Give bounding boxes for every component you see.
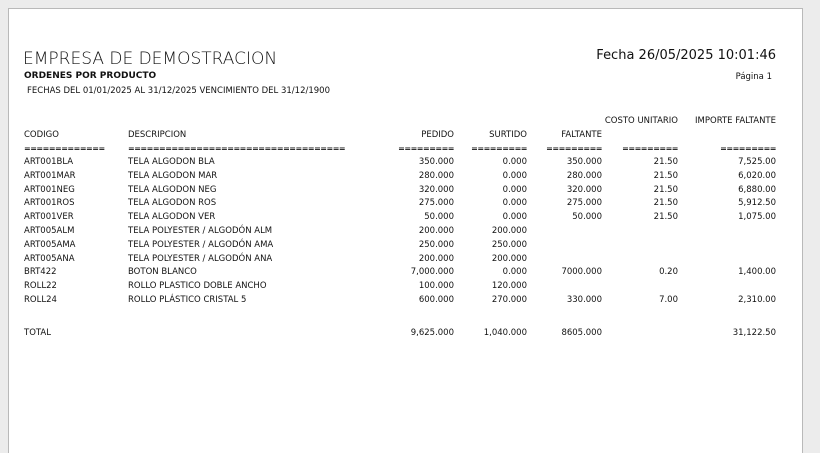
cell-description: TELA POLYESTER / ALGODÓN AMA bbox=[128, 239, 274, 250]
col-header-importe-faltante: IMPORTE FALTANTE bbox=[695, 116, 776, 126]
cell-costo-unitario: 21.50 bbox=[653, 157, 678, 167]
cell-description: ROLLO PLASTICO DOBLE ANCHO bbox=[128, 281, 267, 292]
cell-surtido: 0.000 bbox=[502, 198, 527, 209]
cell-importe-faltante: 6,020.00 bbox=[738, 170, 776, 181]
cell-description: TELA POLYESTER / ALGODÓN ALM bbox=[128, 226, 273, 236]
cell-surtido: 250.000 bbox=[491, 239, 527, 250]
cell-description: TELA ALGODON NEG bbox=[128, 184, 217, 195]
cell-surtido: 0.000 bbox=[502, 157, 527, 167]
separator-importe: ========= bbox=[720, 144, 776, 153]
cell-pedido: 50.000 bbox=[424, 212, 454, 223]
cell-description: ROLLO PLÁSTICO CRISTAL 5 bbox=[128, 295, 247, 305]
cell-importe-faltante: 5,912.50 bbox=[738, 198, 776, 209]
cell-pedido: 275.000 bbox=[418, 198, 454, 209]
cell-importe-faltante: 6,880.00 bbox=[738, 184, 776, 195]
cell-description: TELA POLYESTER / ALGODÓN ANA bbox=[128, 253, 273, 264]
cell-pedido: 7,000.000 bbox=[410, 267, 454, 278]
cell-faltante: 320.000 bbox=[566, 184, 602, 195]
cell-code: ART005ANA bbox=[24, 253, 75, 264]
cell-costo-unitario: 21.50 bbox=[653, 212, 678, 223]
filter-range: FECHAS DEL 01/01/2025 AL 31/12/2025 VENCIMIENTO DEL 31/12/1900 bbox=[27, 86, 330, 96]
separator-costo: ========= bbox=[622, 144, 678, 153]
separator-pedido: ========= bbox=[398, 144, 454, 153]
cell-costo-unitario: 0.20 bbox=[659, 267, 678, 278]
cell-costo-unitario: 7.00 bbox=[659, 295, 678, 305]
cell-pedido: 200.000 bbox=[418, 226, 454, 236]
company-name: EMPRESA DE DEMOSTRACION bbox=[23, 49, 278, 69]
separator-surtido: ========= bbox=[471, 144, 527, 153]
col-header-code: CODIGO bbox=[24, 130, 59, 140]
separator-description: =================================== bbox=[128, 144, 346, 153]
cell-costo-unitario: 21.50 bbox=[653, 170, 678, 181]
cell-code: ART001VER bbox=[24, 212, 74, 223]
cell-costo-unitario: 21.50 bbox=[653, 184, 678, 195]
cell-code: ROLL24 bbox=[24, 295, 57, 305]
cell-surtido: 200.000 bbox=[491, 226, 527, 236]
cell-description: TELA ALGODON MAR bbox=[128, 170, 218, 181]
cell-faltante: 280.000 bbox=[566, 170, 602, 181]
cell-pedido: 600.000 bbox=[418, 295, 454, 305]
total-surtido: 1,040.000 bbox=[483, 328, 527, 338]
cell-surtido: 120.000 bbox=[491, 281, 527, 292]
cell-importe-faltante: 1,400.00 bbox=[738, 267, 776, 278]
cell-pedido: 280.000 bbox=[418, 170, 454, 181]
cell-code: ART001MAR bbox=[24, 170, 76, 181]
cell-surtido: 270.000 bbox=[491, 295, 527, 305]
cell-description: TELA ALGODON ROS bbox=[128, 198, 217, 209]
cell-surtido: 0.000 bbox=[502, 170, 527, 181]
col-header-description: DESCRIPCION bbox=[128, 130, 187, 140]
total-faltante: 8605.000 bbox=[561, 328, 602, 338]
cell-description: TELA ALGODON BLA bbox=[128, 157, 215, 167]
total-importe: 31,122.50 bbox=[732, 328, 776, 338]
cell-costo-unitario: 21.50 bbox=[653, 198, 678, 209]
cell-importe-faltante: 7,525.00 bbox=[738, 157, 776, 167]
cell-code: ART001NEG bbox=[24, 184, 75, 195]
col-header-costo-unitario: COSTO UNITARIO bbox=[604, 116, 678, 126]
cell-code: ART005AMA bbox=[24, 239, 76, 250]
cell-code: ART001BLA bbox=[24, 157, 74, 167]
cell-description: TELA ALGODON VER bbox=[128, 212, 216, 223]
report-page bbox=[8, 8, 803, 453]
total-label: TOTAL bbox=[24, 328, 51, 338]
cell-faltante: 7000.000 bbox=[561, 267, 602, 278]
cell-code: ART005ALM bbox=[24, 226, 75, 236]
cell-pedido: 200.000 bbox=[418, 253, 454, 264]
separator-code: ============= bbox=[24, 144, 105, 153]
total-pedido: 9,625.000 bbox=[410, 328, 454, 338]
cell-surtido: 200.000 bbox=[491, 253, 527, 264]
cell-surtido: 0.000 bbox=[502, 184, 527, 195]
cell-surtido: 0.000 bbox=[502, 212, 527, 223]
cell-faltante: 275.000 bbox=[566, 198, 602, 209]
cell-faltante: 50.000 bbox=[572, 212, 602, 223]
cell-description: BOTON BLANCO bbox=[128, 267, 197, 278]
col-header-faltante: FALTANTE bbox=[561, 130, 602, 140]
cell-faltante: 330.000 bbox=[566, 295, 602, 305]
separator-faltante: ========= bbox=[546, 144, 602, 153]
cell-pedido: 100.000 bbox=[418, 281, 454, 292]
report-title: ORDENES POR PRODUCTO bbox=[24, 71, 157, 81]
cell-surtido: 0.000 bbox=[502, 267, 527, 278]
cell-faltante: 350.000 bbox=[566, 157, 602, 167]
cell-pedido: 250.000 bbox=[418, 239, 454, 250]
col-header-surtido: SURTIDO bbox=[489, 130, 527, 140]
report-date: Fecha 26/05/2025 10:01:46 bbox=[596, 48, 776, 63]
cell-code: ART001ROS bbox=[24, 198, 75, 209]
cell-pedido: 350.000 bbox=[418, 157, 454, 167]
cell-code: ROLL22 bbox=[24, 281, 57, 292]
cell-pedido: 320.000 bbox=[418, 184, 454, 195]
col-header-pedido: PEDIDO bbox=[421, 130, 454, 140]
cell-importe-faltante: 2,310.00 bbox=[738, 295, 776, 305]
page-number: Página 1 bbox=[735, 72, 772, 82]
cell-importe-faltante: 1,075.00 bbox=[738, 212, 776, 223]
cell-code: BRT422 bbox=[24, 267, 57, 278]
